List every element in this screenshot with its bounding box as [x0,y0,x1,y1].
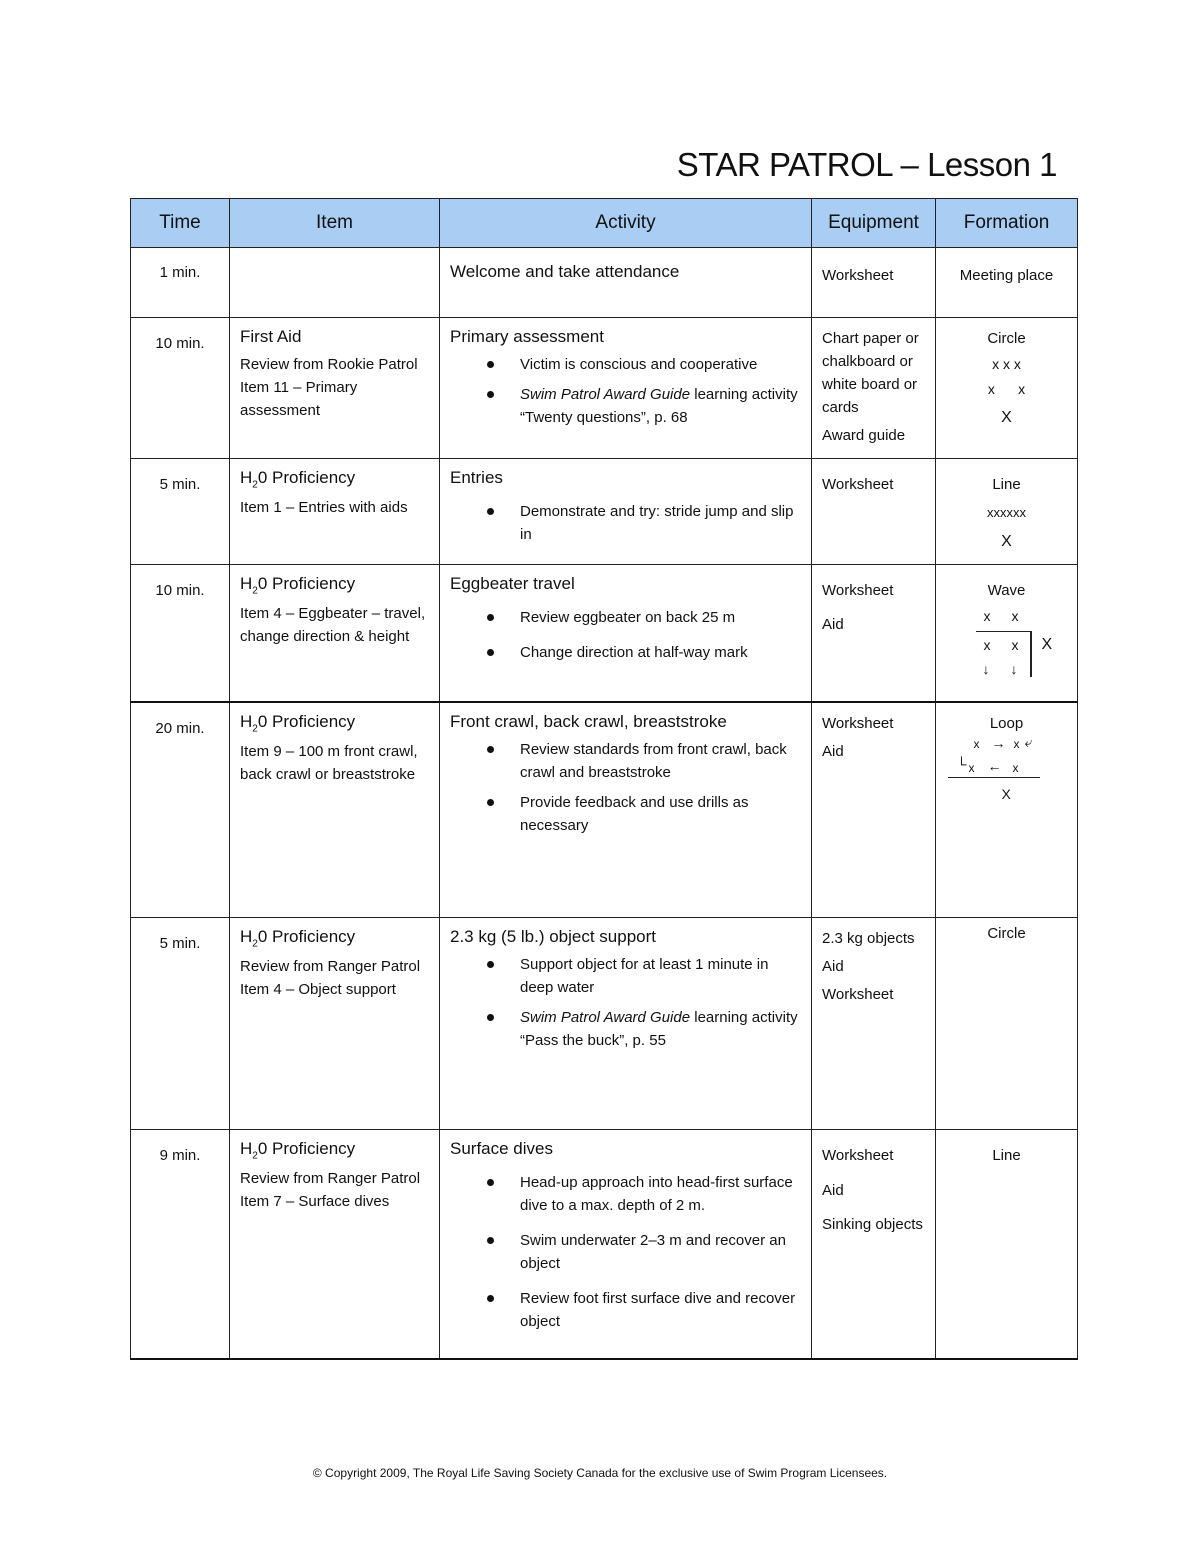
list-item: Review foot first surface dive and recover object [520,1287,801,1333]
equipment-cell [812,459,936,565]
formation-name: Line [992,476,1021,493]
item-cell [230,1130,440,1359]
time-cell: 5 min. [131,918,230,1130]
activity-bullets [450,1171,801,1333]
formation-name: Loop [989,714,1024,732]
equipment-item: Sinking objects [822,1216,923,1233]
equipment-cell [812,918,936,1130]
wave-wall [1030,631,1032,677]
loop-line [948,777,1040,778]
wave-line [976,631,1030,632]
time-cell: 20 min. [131,702,230,918]
page-title: STAR PATROL – Lesson 1 [676,146,1057,183]
equipment-item: Worksheet [822,582,894,599]
time-cell: 10 min. [131,565,230,702]
swimmer-mark: x [983,608,991,624]
equipment-item: Aid [822,742,844,760]
activity-heading: Primary assessment [450,327,604,346]
swimmer-mark: x [1013,736,1020,751]
equipment-cell [812,248,936,318]
swimmer-mark: x [968,760,975,775]
item-cell [230,702,440,918]
formation-cell [936,318,1078,459]
formation-leader: X [1001,409,1012,426]
time-cell: 5 min. [131,459,230,565]
item-heading: $H_20$ Proficiency [240,927,356,950]
time-cell: 1 min. [131,248,230,318]
guide-title: Swim Patrol Award Guide [520,386,691,403]
list-item: Change direction at half-way mark [520,641,801,664]
table-row [131,318,1078,459]
table-row [131,248,1078,318]
table-row [131,1130,1078,1359]
equipment-cell [812,565,936,702]
swimmer-mark: x [1011,637,1019,653]
equipment-item: Worksheet [822,986,894,1003]
item-cell [230,459,440,565]
list-item: Demonstrate and try: stride jump and slip in [520,500,801,546]
header-formation: Formation [936,199,1078,248]
header-activity: Activity [440,199,812,248]
activity-heading: Surface dives [450,1139,553,1158]
header-item: Item [230,199,440,248]
formation-cell [936,1130,1078,1359]
item-heading: $H_20$ Proficiency [240,468,356,491]
activity-heading: Eggbeater travel [450,574,575,593]
table-header-row [131,199,1078,248]
item-heading: $H_20$ Proficiency [240,574,356,597]
lesson-table [130,198,1078,1360]
activity-cell [440,918,812,1130]
guide-text: learning activity “Pass the buck”, p. 55 [520,1009,798,1049]
down-arrow-icon: ↓ [1010,661,1018,677]
header-time: Time [131,199,230,248]
time-cell: 9 min. [131,1130,230,1359]
down-arrow-icon: ↓ [982,661,990,677]
table-row [131,702,1078,918]
item-heading: $H_20$ Proficiency [240,711,356,734]
activity-cell [440,248,812,318]
copyright-footer: © Copyright 2009, The Royal Life Saving Society Canada for the exclusive use of Swim Program Licensees. [312,1466,888,1480]
guide-text: learning activity “Twenty questions”, p. 68 [520,386,798,426]
item-heading: First Aid [240,327,302,346]
activity-bullets [450,353,801,429]
time-cell: 10 min. [131,318,230,459]
item-detail: Review from Rookie Patrol Item 11 – Primary assessment [240,356,418,419]
item-cell [230,248,440,318]
item-detail: Review from Ranger Patrol Item 4 – Object support [240,958,421,999]
activity-bullets [450,500,801,546]
item-cell [230,318,440,459]
loop-diagram [952,735,1062,805]
formation-leader: X [1001,785,1011,802]
item-detail: Item 9 – 100 m front crawl, back crawl or breaststroke [240,742,418,783]
formation-name: Wave [987,582,1026,599]
formation-cell [936,918,1078,1130]
list-item [520,383,801,429]
wave-diagram [942,602,1072,677]
activity-cell [440,459,812,565]
swimmer-mark: x [983,637,991,653]
item-cell [230,565,440,702]
equipment-item: 2.3 kg objects [822,930,915,947]
activity-bullets [450,606,801,664]
formation-leader: X [1001,533,1012,550]
equipment-item: Aid [822,616,844,633]
equipment-item: Award guide [822,427,906,444]
equipment-item: Worksheet [822,476,894,493]
formation-cell [936,459,1078,565]
list-item: Review eggbeater on back 25 m [520,606,801,629]
swimmer-mark: x [1012,760,1019,775]
activity-cell [440,565,812,702]
formation-cell [936,248,1078,318]
activity-heading: Welcome and take attendance [450,262,680,281]
table-row [131,565,1078,702]
activity-bullets [450,953,801,1052]
item-detail: Item 4 – Eggbeater – travel, change direction & height [240,605,426,646]
swimmer-mark: x [973,736,980,751]
table-row [131,459,1078,565]
equipment-item: Aid [822,1182,844,1199]
list-item [520,1006,801,1052]
list-item: Swim underwater 2–3 m and recover an object [520,1229,801,1275]
equipment-cell [812,702,936,918]
left-arrow-icon: ← [987,757,1002,774]
guide-title: Swim Patrol Award Guide [520,1009,691,1026]
table-row [131,918,1078,1130]
header-equipment: Equipment [812,199,936,248]
item-cell [230,918,440,1130]
equipment-item: Chart paper or chalkboard or white board or cards [822,330,919,416]
activity-cell [440,318,812,459]
equipment-cell [812,318,936,459]
equipment-item: Worksheet [822,267,894,284]
list-item: Support object for at least 1 minute in deep water [520,953,801,999]
activity-bullets [450,738,801,837]
list-item: Victim is conscious and cooperative [520,353,801,376]
turn-down-icon: ⤶ [1024,733,1033,750]
formation-cell [936,565,1078,702]
formation-name: Circle [987,330,1026,347]
activity-heading: Entries [450,468,503,487]
formation-cell [936,702,1078,918]
turn-up-icon: └ [956,755,967,772]
formation-swimmers: xxxxxx [987,505,1026,520]
item-detail: Item 1 – Entries with aids [240,499,408,517]
item-heading: $H_20$ Proficiency [240,1139,356,1162]
list-item: Review standards from front crawl, back crawl and breaststroke [520,738,801,784]
equipment-item: Worksheet [822,1147,894,1164]
activity-cell [440,702,812,918]
equipment-item: Aid [822,958,844,975]
list-item: Provide feedback and use drills as necessary [520,791,801,837]
formation-swimmers: x x [987,381,1026,397]
activity-heading: 2.3 kg (5 lb.) object support [450,927,657,946]
formation-name: Circle [987,925,1026,942]
item-detail: Review from Ranger Patrol Item 7 – Surface dives [240,1170,421,1211]
activity-heading: Front crawl, back crawl, breaststroke [450,711,727,731]
activity-cell [440,1130,812,1359]
equipment-item: Worksheet [822,714,894,732]
list-item: Head-up approach into head-first surface dive to a max. depth of 2 m. [520,1171,801,1217]
swimmer-mark: x [1011,608,1019,624]
formation-leader: X [1041,636,1053,653]
formation-swimmers: x x x [992,356,1021,372]
formation-name: Meeting place [959,267,1054,284]
right-arrow-icon: → [991,734,1006,751]
formation-name: Line [992,1147,1021,1164]
equipment-cell [812,1130,936,1359]
